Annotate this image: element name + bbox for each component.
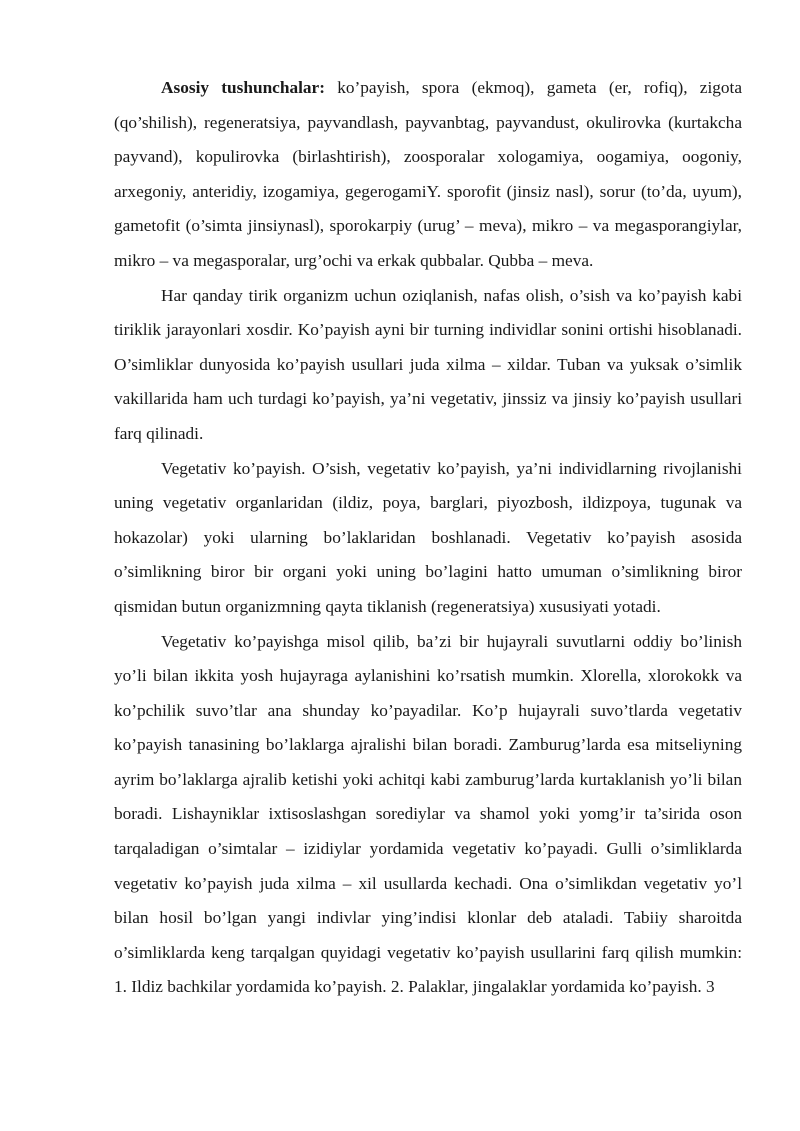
paragraph-vegetative-reproduction: Vegetativ ko’payish. O’sish, vegetativ ko’payish, ya’ni individlarning rivojlanishi uning vegetativ organlaridan (ildiz, poya, barglari, piyozbosh, ildizpoya, tugunak va hokazolar) yoki ularning bo’laklaridan boshlanadi. Vegetativ ko’payish asosida o’simlikning biror bir organi yoki uning bo’lagini hatto umuman o’simlikning biror qismidan butun organizmning qayta tiklanish (regeneratsiya) xususiyati yotadi. [114,458,742,616]
key-concepts-heading: Asosiy tushunchalar: [161,78,325,97]
paragraph-vegetative-examples: Vegetativ ko’payishga misol qilib, ba’zi bir hujayrali suvutlarni oddiy bo’linish yo’li bilan ikkita yosh hujayraga aylanishini ko’rsatish mumkin. Xlorella, xlorokokk va ko’pchilik suvo’tlar ana shunday ko’payadilar. Ko’p hujayrali suvo’tlarda vegetativ ko’payish tanasining bo’laklarga ajralishi bilan boradi. Zamburug’larda esa mitseliyning ayrim bo’laklarga ajralib ketishi yoki achitqi kabi zamburug’larda kurtaklanish yo’li bilan boradi. Lishayniklar ixtisoslashgan sorediylar va shamol yoki yomg’ir ta’sirida oson tarqaladigan o’simtalar – izidiylar yordamida vegetativ ko’payadi. Gulli o’simliklarda vegetativ ko’payish juda xilma – xil usullarda kechadi. Ona o’simlikdan vegetativ yo’l bilan hosil bo’lgan yangi indivlar ying’indisi klonlar deb ataladi. Tabiiy sharoitda o’simliklarda keng tarqalgan quyidagi vegetativ ko’payish usullarini farq qilish mumkin: 1. Ildiz bachkilar yordamida ko’payish. 2. Palaklar, jingalaklar yordamida ko’payish. 3 [114,631,742,997]
paragraph-key-concepts [114,71,742,279]
key-concepts-text: ko’payish, spora (ekmoq), gameta (er, rofiq), zigota (qo’shilish), regeneratsiya, payvandlash, payvanbtag, payvandust, okulirovka (kurtakcha payvand), kopulirovka (birlashtirish), zoosporalar xologamiya, oogamiya, oogoniy, arxegoniy, anteridiy, izogamiya, gegerogamiY. sporofit (jinsiz nasl), sorur (to’da, uyum), gametofit (o’simta jinsiynasl), sporokarpiy (urug’ – meva), mikro – va megasporangiylar, mikro – va megasporalar, urg’ochi va erkak qubbalar. Qubba – meva. [114,78,743,270]
paragraph-reproduction-intro: Har qanday tirik organizm uchun oziqlanish, nafas olish, o’sish va ko’payish kabi tiriklik jarayonlari xosdir. Ko’payish ayni bir turning individlar sonini ortishi hisoblanadi. O’simliklar dunyosida ko’payish usullari juda xilma – xildar. Tuban va yuksak o’simlik vakillarida ham uch turdagi ko’payish, ya’ni vegetativ, jinssiz va jinsiy ko’payish usullari farq qilinadi. [114,285,742,443]
document-page [114,71,742,1005]
